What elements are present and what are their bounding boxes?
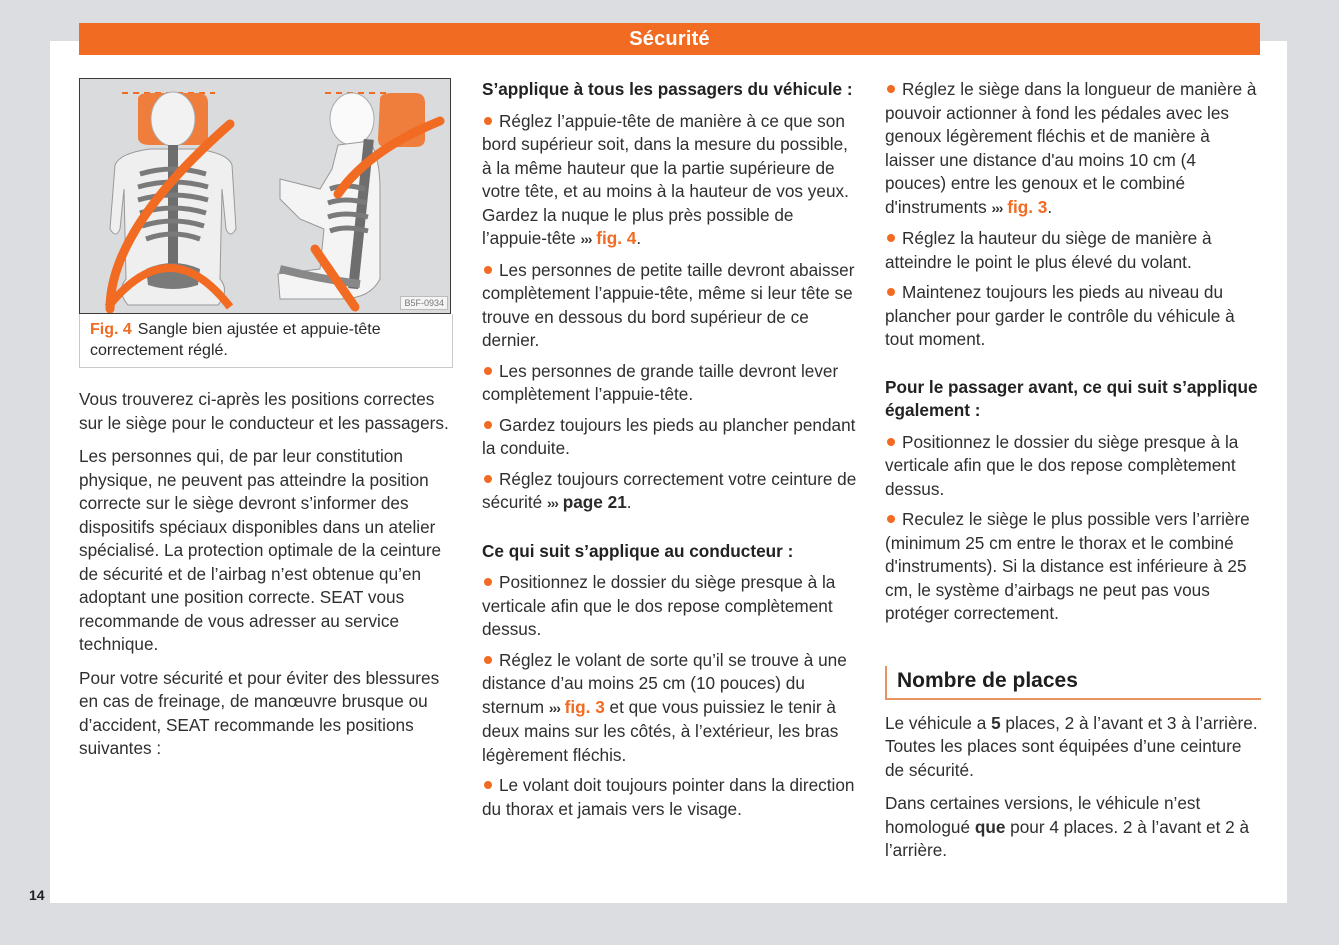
list-item: Gardez toujours les pieds au plancher pendant la conduite.: [482, 414, 856, 458]
list-item: Réglez la hauteur du siège de manière à atteindre le point le plus élevé du volant.: [885, 228, 1212, 272]
list-item: Réglez le volant de sorte qu’il se trouve à une distance d’au moins 25 cm (10 pouces) du sternum ››› fig. 3 et que vous puissiez le tenir à deux mains sur les côtés, à l’extérieur, les bras légèrement fléchis.: [482, 649, 847, 765]
figure-caption: [79, 314, 453, 368]
subheading-driver: Ce qui suit s’applique au conducteur :: [482, 540, 794, 561]
bullet-icon: [484, 367, 492, 375]
paragraph: Dans certaines versions, le véhicule n’est homologué que pour 4 places. 2 à l’avant et 2 à l’arrière.: [885, 793, 1250, 860]
bullet-icon: [484, 475, 492, 483]
bullet-icon: [484, 578, 492, 586]
bullet-icon: [887, 85, 895, 93]
bullet-icon: [887, 234, 895, 242]
bullet-icon: [484, 656, 492, 664]
figure-caption-text: Sangle bien ajustée et appuie-tête correctement réglé.: [90, 321, 381, 359]
bullet-icon: [484, 266, 492, 274]
right-column: [885, 78, 1261, 873]
list-item: Positionnez le dossier du siège presque à la verticale afin que le dos repose complètement dessus.: [885, 431, 1239, 499]
left-column: [79, 78, 453, 771]
bullet-icon: [887, 515, 895, 523]
bullet-icon: [887, 438, 895, 446]
paragraph: Pour votre sécurité et pour éviter des blessures en cas de freinage, de manœuvre brusque ou d’accident, SEAT recommande les positions suivantes :: [79, 667, 440, 758]
bullet-icon: [484, 781, 492, 789]
figure-code-label: B5F-0934: [400, 296, 448, 310]
bullet-icon: [484, 117, 492, 125]
section-header: Sécurité: [79, 23, 1260, 55]
page-number: 14: [29, 887, 45, 903]
list-item: Maintenez toujours les pieds au niveau du plancher pour garder le contrôle du véhicule à tout moment.: [885, 282, 1235, 349]
reference-arrow-icon: ›››: [546, 495, 558, 511]
list-item: Positionnez le dossier du siège presque à la verticale afin que le dos repose complètement dessus.: [482, 572, 836, 639]
list-item: Réglez le siège dans la longueur de manière à pouvoir actionner à fond les pédales avec les genoux légèrement fléchis et de manière à laisser une distance d'au moins 10 cm (4 pouces) entre les genoux et le combiné d'instruments ››› fig. 3.: [885, 79, 1257, 217]
figure-link[interactable]: fig. 3: [564, 696, 605, 717]
paragraph: Vous trouverez ci-après les positions correctes sur le siège pour le conducteur et les passagers.: [79, 389, 449, 433]
paragraph: Le véhicule a 5 places, 2 à l’avant et 3 à l’arrière. Toutes les places sont équipées d’une ceinture de sécurité.: [885, 712, 1258, 780]
bullet-icon: [887, 288, 895, 296]
section-title-seating-capacity: Nombre de places: [885, 666, 1261, 700]
list-item: Le volant doit toujours pointer dans la direction du thorax et jamais vers le visage.: [482, 775, 855, 819]
figure-link[interactable]: fig. 4: [596, 228, 637, 248]
list-item: Reculez le siège le plus possible vers l’arrière (minimum 25 cm entre le thorax et le combiné d'instruments). Si la distance est inférieure à 25 cm, le système d’airbags ne peut pas vous protéger correctement.: [885, 509, 1250, 623]
list-item: Réglez toujours correctement votre ceinture de sécurité ››› page 21.: [482, 468, 857, 512]
bullet-icon: [484, 421, 492, 429]
reference-arrow-icon: ›››: [991, 199, 1003, 216]
figure-link[interactable]: fig. 3: [1007, 196, 1048, 217]
paragraph: Les personnes qui, de par leur constitution physique, ne peuvent pas atteindre la position correcte sur le siège devront s’informer des dispositifs spéciaux disponibles dans un atelier spécialisé. La protection optimale de la ceinture de sécurité et de l’airbag n’est obtenue qu’en adoptant une position correcte. SEAT vous recommande de vous adresser au service technique.: [79, 446, 442, 654]
seatbelt-skeleton-illustration: [80, 79, 450, 313]
reference-arrow-icon: ›››: [580, 231, 592, 247]
list-item: Les personnes de grande taille devront lever complètement l’appuie-tête.: [482, 360, 839, 404]
figure-4-illustration: [79, 78, 451, 314]
middle-column: [482, 78, 860, 828]
figure-label: Fig. 4: [90, 321, 132, 338]
list-item: Les personnes de petite taille devront abaisser complètement l’appuie-tête, même si leur tête se trouve en dessous du bord supérieur de ce dernier.: [482, 259, 855, 350]
list-item: Réglez l’appuie-tête de manière à ce que son bord supérieur soit, dans la mesure du possible, à la même hauteur que la partie supérieure de votre tête, et au moins à la hauteur de vos yeux. Gardez la nuque le plus près possible de l’appuie-tête ››› fig. 4.: [482, 110, 849, 248]
reference-arrow-icon: ›››: [548, 699, 560, 716]
subheading-front-passenger: Pour le passager avant, ce qui suit s’applique également :: [885, 376, 1258, 420]
page-link[interactable]: page 21: [562, 492, 627, 512]
subheading-all-passengers: S’applique à tous les passagers du véhicule :: [482, 79, 853, 99]
